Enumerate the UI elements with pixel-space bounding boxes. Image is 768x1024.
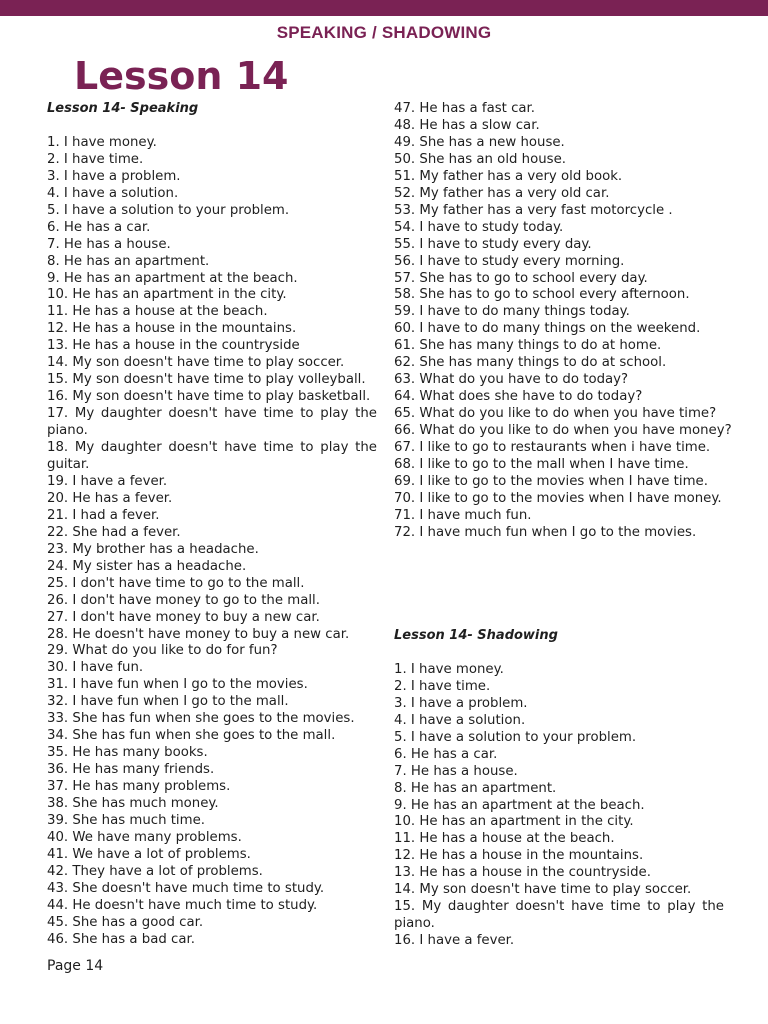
list-item: 36. He has many friends. (47, 762, 215, 778)
list-item: 18. My daughter doesn't have time to play the guitar. (47, 440, 377, 472)
list-item: 63. What do you have to do today? (394, 372, 629, 388)
list-item: 23. My brother has a headache. (47, 541, 259, 557)
list-item: 12. He has a house in the mountains. (47, 321, 297, 337)
speaking-column-left (47, 101, 377, 949)
list-item: 17. My daughter doesn't have time to play the piano. (47, 406, 377, 439)
list-item: 11. He has a house at the beach. (47, 304, 268, 320)
list-item: 15. My son doesn't have time to play volleyball. (47, 372, 366, 388)
list-item: 10. He has an apartment in the city. (394, 814, 634, 830)
list-item: 2. I have time. (47, 151, 144, 167)
list-item: 1. I have money. (394, 661, 504, 677)
list-item: 13. He has a house in the countryside. (394, 865, 651, 881)
list-item: 7. He has a house. (394, 763, 518, 779)
list-item: 10. He has an apartment in the city. (47, 287, 287, 303)
list-item: 50. She has an old house. (394, 151, 567, 167)
list-item: 3. I have a problem. (47, 168, 181, 184)
list-item: 29. What do you like to do for fun? (47, 643, 278, 659)
section-header: SPEAKING / SHADOWING (276, 23, 492, 42)
list-item: 4. I have a solution. (394, 712, 526, 728)
list-item: 32. I have fun when I go to the mall. (47, 694, 289, 710)
list-item: 54. I have to study today. (394, 219, 564, 235)
list-item: 59. I have to do many things today. (394, 304, 630, 320)
list-item: 62. She has many things to do at school. (394, 355, 667, 371)
list-item: 42. They have a lot of problems. (47, 863, 263, 879)
list-item: 61. She has many things to do at home. (394, 338, 662, 354)
list-item: 15. My daughter doesn't have time to play the piano. (394, 899, 724, 932)
list-item: 64. What does she have to do today? (394, 389, 643, 405)
list-item: 37. He has many problems. (47, 779, 231, 795)
list-item: 14. My son doesn't have time to play soccer. (47, 355, 345, 371)
page-number: Page 14 (47, 958, 104, 974)
list-item: 70. I like to go to the movies when I have money. (394, 490, 722, 506)
list-item: 72. I have much fun when I go to the movies. (394, 524, 697, 540)
list-item: 7. He has a house. (47, 236, 171, 252)
list-item: 16. I have a fever. (394, 933, 515, 949)
speaking-section-title: Lesson 14- Speaking (47, 101, 199, 116)
list-item: 28. He doesn't have money to buy a new car. (47, 626, 350, 642)
list-item: 3. I have a problem. (394, 695, 528, 711)
list-item: 9. He has an apartment at the beach. (394, 797, 645, 813)
list-item: 30. I have fun. (47, 660, 144, 676)
list-item: 5. I have a solution to your problem. (394, 729, 637, 745)
shadowing-list (394, 662, 724, 950)
list-item: 6. He has a car. (394, 746, 498, 762)
list-item: 5. I have a solution to your problem. (47, 202, 290, 218)
list-item: 43. She doesn't have much time to study. (47, 880, 325, 896)
list-item: 67. I like to go to restaurants when i have time. (394, 440, 711, 456)
list-item: 41. We have a lot of problems. (47, 846, 251, 862)
list-item: 51. My father has a very old book. (394, 168, 623, 184)
list-item: 35. He has many books. (47, 745, 208, 761)
list-item: 13. He has a house in the countryside (47, 338, 300, 354)
list-item: 45. She has a good car. (47, 914, 204, 930)
speaking-list-left (47, 135, 377, 949)
list-item: 4. I have a solution. (47, 185, 179, 201)
list-item: 56. I have to study every morning. (394, 253, 625, 269)
list-item: 38. She has much money. (47, 796, 219, 812)
list-item: 46. She has a bad car. (47, 931, 195, 947)
list-item: 8. He has an apartment. (394, 780, 557, 796)
top-accent-bar (0, 0, 768, 16)
list-item: 1. I have money. (47, 134, 157, 150)
list-item: 12. He has a house in the mountains. (394, 848, 644, 864)
list-item: 44. He doesn't have much time to study. (47, 897, 318, 913)
list-item: 55. I have to study every day. (394, 236, 592, 252)
list-item: 2. I have time. (394, 678, 491, 694)
list-item: 52. My father has a very old car. (394, 185, 610, 201)
list-item: 58. She has to go to school every afternoon. (394, 287, 690, 303)
speaking-column-right (394, 101, 732, 542)
list-item: 25. I don't have time to go to the mall. (47, 575, 305, 591)
list-item: 49. She has a new house. (394, 134, 565, 150)
shadowing-section-title: Lesson 14- Shadowing (394, 628, 558, 643)
list-item: 27. I don't have money to buy a new car. (47, 609, 320, 625)
page-title: Lesson 14 (74, 54, 289, 98)
list-item: 24. My sister has a headache. (47, 558, 247, 574)
list-item: 66. What do you like to do when you have money? (394, 423, 732, 439)
list-item: 71. I have much fun. (394, 507, 532, 523)
list-item: 60. I have to do many things on the weekend. (394, 321, 701, 337)
list-item: 6. He has a car. (47, 219, 151, 235)
list-item: 16. My son doesn't have time to play basketball. (47, 389, 371, 405)
list-item: 47. He has a fast car. (394, 101, 536, 116)
shadowing-column (394, 628, 724, 950)
list-item: 34. She has fun when she goes to the mall. (47, 728, 336, 744)
list-item: 21. I had a fever. (47, 507, 160, 523)
list-item: 57. She has to go to school every day. (394, 270, 648, 286)
list-item: 33. She has fun when she goes to the movies. (47, 711, 355, 727)
list-item: 20. He has a fever. (47, 490, 173, 506)
list-item: 9. He has an apartment at the beach. (47, 270, 298, 286)
list-item: 40. We have many problems. (47, 829, 242, 845)
list-item: 22. She had a fever. (47, 524, 181, 540)
list-item: 65. What do you like to do when you have time? (394, 406, 717, 422)
list-item: 26. I don't have money to go to the mall. (47, 592, 320, 608)
list-item: 53. My father has a very fast motorcycle . (394, 202, 673, 218)
list-item: 69. I like to go to the movies when I have time. (394, 473, 708, 489)
list-item: 48. He has a slow car. (394, 117, 540, 133)
list-item: 39. She has much time. (47, 813, 205, 828)
list-item: 11. He has a house at the beach. (394, 831, 615, 847)
list-item: 19. I have a fever. (47, 473, 168, 489)
list-item: 31. I have fun when I go to the movies. (47, 677, 308, 693)
list-item: 68. I like to go to the mall when I have time. (394, 457, 689, 473)
speaking-list-right (394, 101, 732, 542)
list-item: 14. My son doesn't have time to play soccer. (394, 882, 692, 898)
list-item: 8. He has an apartment. (47, 253, 210, 269)
